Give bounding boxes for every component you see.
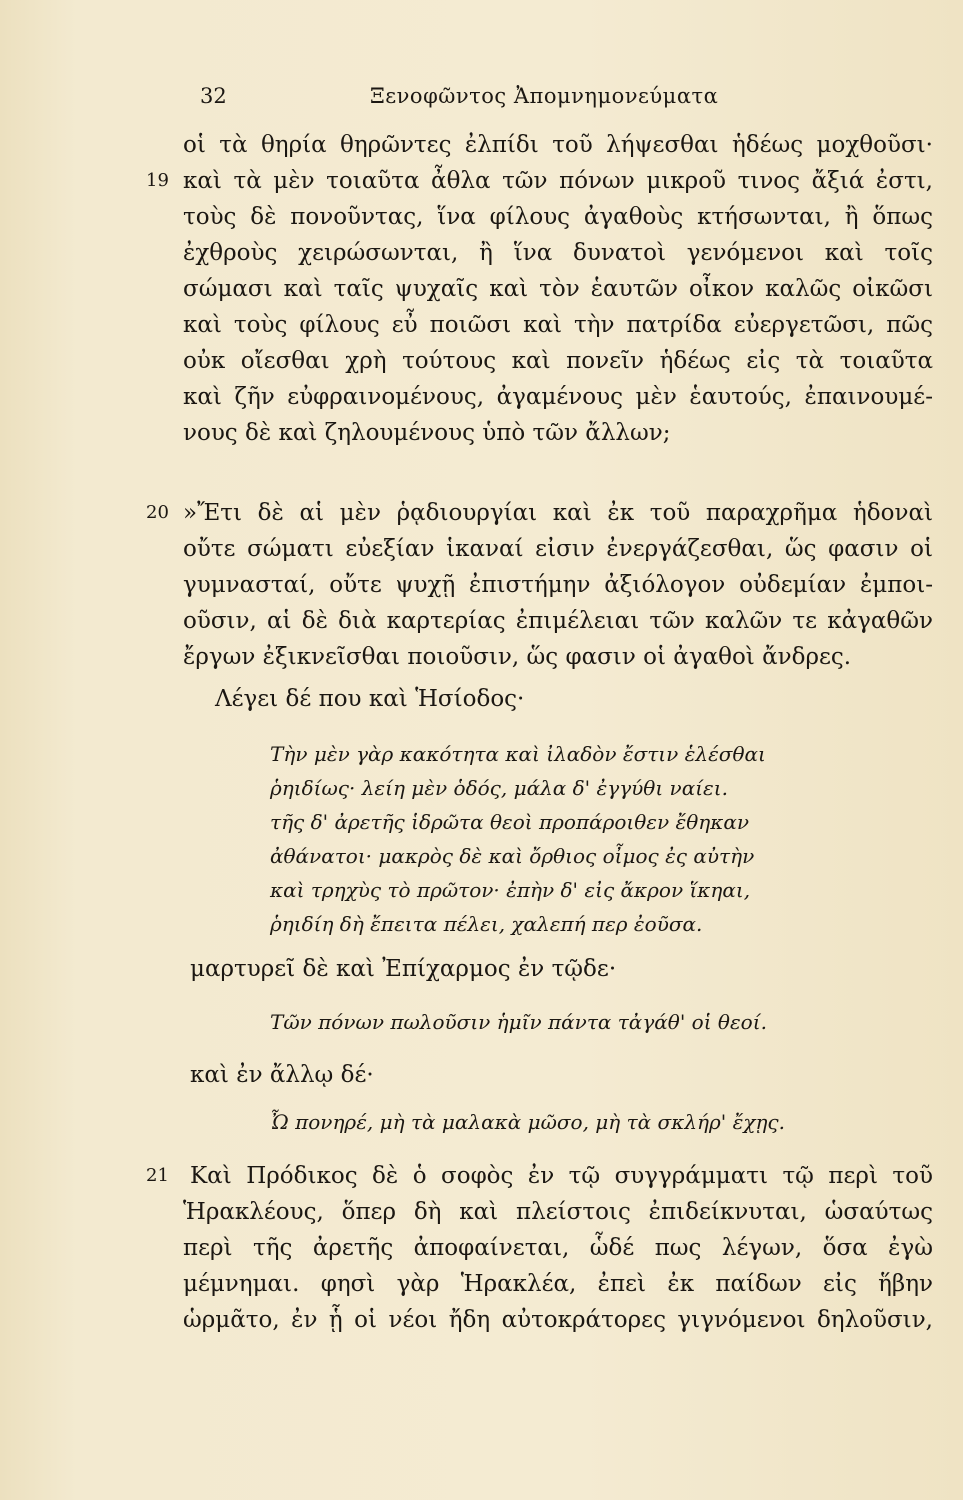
hesiod-intro: Λέγει δέ που καὶ Ἡσίοδος· — [215, 686, 525, 712]
verse-line: ἀθάνατοι· μακρὸς δὲ καὶ ὄρθιος οἶμος ἐς αὐτὴν — [270, 844, 755, 868]
text-line: οῦσιν, αἱ δὲ διὰ καρτερίας ἐπιμέλειαι τῶν καλῶν τε κἀγαθῶν — [183, 608, 933, 634]
verse-line: τῆς δ' ἀρετῆς ἱδρῶτα θεοὶ προπάροιθεν ἔθηκαν — [270, 810, 750, 834]
text-line: ἔργων ἐξικνεῖσθαι ποιοῦσιν, ὥς φασιν οἱ ἀγαθοὶ ἄνδρες. — [183, 644, 852, 670]
allo-intro: καὶ ἐν ἄλλῳ δέ· — [190, 1062, 374, 1088]
section-number-21: 21 — [146, 1165, 169, 1186]
verse-line: ῥηιδίη δὴ ἔπειτα πέλει, χαλεπή περ ἐοῦσα. — [270, 912, 703, 936]
epicharmus-intro: μαρτυρεῖ δὲ καὶ Ἐπίχαρμος ἐν τῷδε· — [190, 956, 617, 982]
allo-verse: Ὦ πονηρέ, μὴ τὰ μαλακὰ μῶσο, μὴ τὰ σκλήρ' ἔχῃς. — [270, 1110, 785, 1134]
text-line: οἱ τὰ θηρία θηρῶντες ἐλπίδι τοῦ λήψεσθαι ἡδέως μοχθοῦσι· — [183, 132, 933, 158]
section-number-20: 20 — [146, 502, 169, 523]
text-line: ἐχθροὺς χειρώσωνται, ἢ ἵνα δυνατοὶ γενόμενοι καὶ τοῖς — [183, 240, 933, 266]
text-line: Καὶ Πρόδικος δὲ ὁ σοφὸς ἐν τῷ συγγράμματι τῷ περὶ τοῦ — [190, 1163, 933, 1189]
text-line: γυμνασταί, οὔτε ψυχῇ ἐπιστήμην ἀξιόλογον οὐδεμίαν ἐμποι- — [183, 572, 933, 598]
text-line: σώμασι καὶ ταῖς ψυχαῖς καὶ τὸν ἑαυτῶν οἶκον καλῶς οἰκῶσι — [183, 276, 933, 302]
verse-line: ῥηιδίως· λείη μὲν ὁδός, μάλα δ' ἐγγύθι ναίει. — [270, 776, 728, 800]
text-line: τοὺς δὲ πονοῦντας, ἵνα φίλους ἀγαθοὺς κτήσωνται, ἢ ὅπως — [183, 204, 933, 230]
page-number: 32 — [200, 84, 227, 108]
text-line: Ἡρακλέους, ὅπερ δὴ καὶ πλείστοις ἐπιδείκνυται, ὡσαύτως — [183, 1199, 933, 1225]
page-header — [200, 84, 760, 124]
text-line: ὡρμᾶτο, ἐν ᾗ οἱ νέοι ἤδη αὐτοκράτορες γιγνόμενοι δηλοῦσιν, — [183, 1307, 933, 1333]
text-line: νους δὲ καὶ ζηλουμένους ὑπὸ τῶν ἄλλων; — [183, 420, 671, 446]
text-line: οὐκ οἴεσθαι χρὴ τούτους καὶ πονεῖν ἡδέως εἰς τὰ τοιαῦτα — [183, 348, 933, 374]
text-line: μέμνημαι. φησὶ γὰρ Ἡρακλέα, ἐπεὶ ἐκ παίδων εἰς ἥβην — [183, 1271, 933, 1297]
running-title: Ξενοφῶντος Ἀπομνημονεύματα — [370, 84, 719, 108]
text-line: »Ἔτι δὲ αἱ μὲν ῥᾳδιουργίαι καὶ ἐκ τοῦ παραχρῆμα ἡδοναὶ — [183, 500, 933, 526]
verse-line: καὶ τρηχὺς τὸ πρῶτον· ἐπὴν δ' εἰς ἄκρον ἵκηαι, — [270, 878, 751, 902]
text-line: οὔτε σώματι εὐεξίαν ἱκαναί εἰσιν ἐνεργάζεσθαι, ὥς φασιν οἱ — [183, 536, 933, 562]
verse-line: Τὴν μὲν γὰρ κακότητα καὶ ἰλαδὸν ἔστιν ἑλέσθαι — [270, 742, 766, 766]
epicharmus-verse: Τῶν πόνων πωλοῦσιν ἡμῖν πάντα τἀγάθ' οἱ θεοί. — [270, 1010, 767, 1034]
text-line: περὶ τῆς ἀρετῆς ἀποφαίνεται, ὧδέ πως λέγων, ὅσα ἐγὼ — [183, 1235, 933, 1261]
text-line: καὶ τοὺς φίλους εὖ ποιῶσι καὶ τὴν πατρίδα εὐεργετῶσι, πῶς — [183, 312, 933, 338]
section-number-19: 19 — [146, 170, 169, 191]
text-line: καὶ ζῆν εὐφραινομένους, ἀγαμένους μὲν ἑαυτούς, ἐπαινουμέ- — [183, 384, 933, 410]
text-line: καὶ τὰ μὲν τοιαῦτα ἆθλα τῶν πόνων μικροῦ τινος ἄξιά ἐστι, — [183, 168, 933, 194]
